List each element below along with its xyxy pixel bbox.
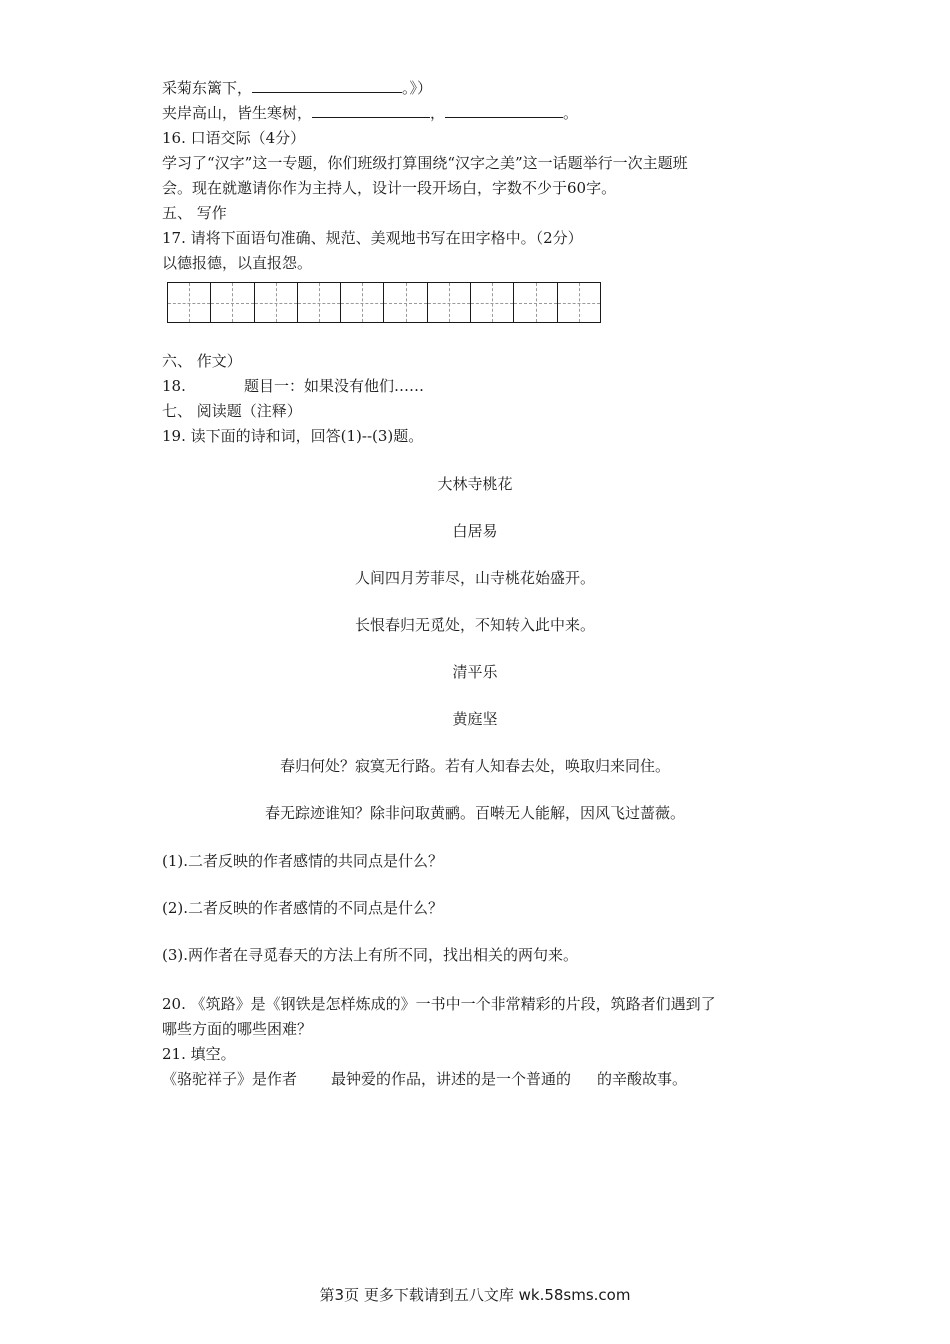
question-16: 16. 口语交际（4分） <box>162 129 306 147</box>
question-20-text-1: 20. 《筑路》是《钢铁是怎样炼成的》一书中一个非常精彩的片段，筑路者们遇到了 <box>162 995 716 1013</box>
line-text: 的辛酸故事。 <box>597 1070 688 1088</box>
poem-1-line-2: 长恨春归无觅处，不知转入此中来。 <box>354 616 595 634</box>
question-21-fill-line <box>162 1068 687 1090</box>
grid-cell[interactable] <box>514 283 557 322</box>
line-text: ， <box>430 104 446 122</box>
poem-1-title: 大林寺桃花 <box>437 475 513 493</box>
question-18-number: 18. <box>162 377 186 395</box>
line-text: 采菊东篱下， <box>162 79 253 97</box>
grid-cell[interactable] <box>298 283 341 322</box>
grid-cell[interactable] <box>211 283 254 322</box>
answer-blank[interactable] <box>445 102 563 118</box>
prose-blank-line-2 <box>162 102 578 124</box>
question-21: 21. 填空。 <box>162 1045 236 1063</box>
poem-2-author: 黄庭坚 <box>452 710 498 728</box>
answer-blank[interactable] <box>312 102 430 118</box>
grid-cell[interactable] <box>428 283 471 322</box>
question-19-1: (1).二者反映的作者感情的共同点是什么？ <box>162 852 444 870</box>
question-18-topic: 题目一：如果没有他们…… <box>244 377 425 395</box>
question-20-text-2: 哪些方面的哪些困难？ <box>162 1020 313 1038</box>
section-6-heading: 六、 作文） <box>162 352 242 370</box>
tianzige-writing-grid[interactable] <box>167 282 601 323</box>
question-19-2: (2).二者反映的作者感情的不同点是什么？ <box>162 899 444 917</box>
question-19: 19. 读下面的诗和词，回答(1)--(3)题。 <box>162 427 424 445</box>
poem-1-line-1: 人间四月芳菲尽，山寺桃花始盛开。 <box>354 569 595 587</box>
grid-cell[interactable] <box>255 283 298 322</box>
question-16-text-2: 会。现在就邀请你作为主持人，设计一段开场白，字数不少于60字。 <box>162 179 617 197</box>
question-16-text-1: 学习了“汉字”这一专题，你们班级打算围绕“汉字之美”这一话题举行一次主题班 <box>162 154 688 172</box>
answer-blank[interactable] <box>252 77 402 93</box>
poem-2-title: 清平乐 <box>452 663 498 681</box>
grid-cell[interactable] <box>168 283 211 322</box>
poem-2-line-1: 春归何处？寂寞无行路。若有人知春去处，唤取归来同住。 <box>279 757 670 775</box>
line-text: 。》） <box>402 79 433 97</box>
poem-blank-line-1 <box>162 77 432 99</box>
poem-1-author: 白居易 <box>452 522 498 540</box>
line-text: 。 <box>563 104 579 122</box>
section-5-heading: 五、 写作 <box>162 204 227 222</box>
page-footer: 第3页 更多下载请到五八文库 wk.58sms.com <box>319 1286 631 1304</box>
line-text: 《骆驼祥子》是作者 <box>162 1070 298 1088</box>
section-7-heading: 七、 阅读题（注释） <box>162 402 302 420</box>
grid-cell[interactable] <box>384 283 427 322</box>
grid-cell[interactable] <box>558 283 600 322</box>
question-17-sentence: 以德报德，以直报怨。 <box>162 254 313 272</box>
question-17: 17. 请将下面语句准确、规范、美观地书写在田字格中。（2分） <box>162 229 583 247</box>
line-text: 夹岸高山，皆生寒树， <box>162 104 313 122</box>
line-text: 最钟爱的作品，讲述的是一个普通的 <box>331 1070 572 1088</box>
grid-cell[interactable] <box>471 283 514 322</box>
question-19-3: (3).两作者在寻觅春天的方法上有所不同，找出相关的两句来。 <box>162 946 579 964</box>
grid-cell[interactable] <box>341 283 384 322</box>
poem-2-line-2: 春无踪迹谁知？除非问取黄鹂。百啭无人能解，因风飞过蔷薇。 <box>264 804 685 822</box>
